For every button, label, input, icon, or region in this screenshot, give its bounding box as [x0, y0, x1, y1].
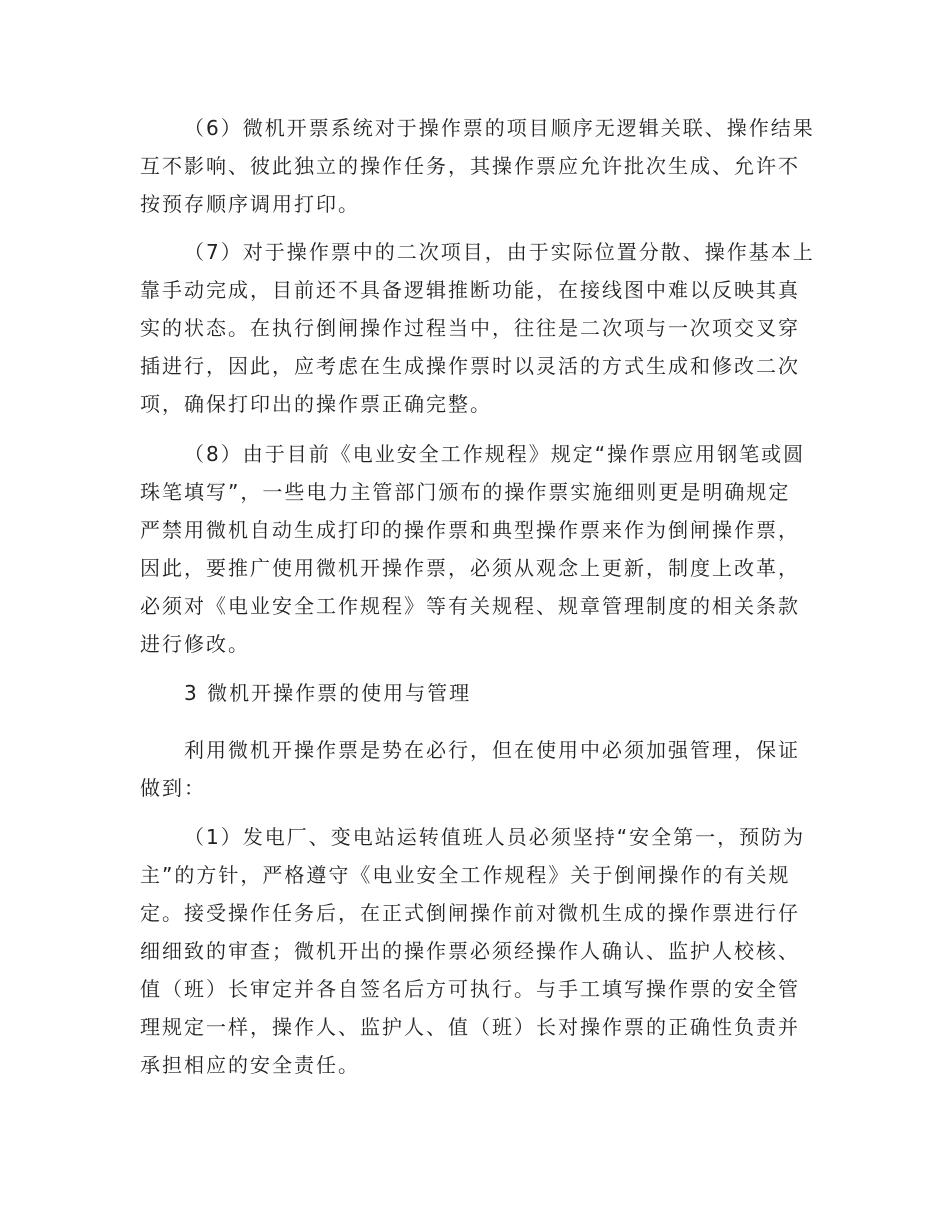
paragraph-line: 值（班）长审定并各自签名后方可执行。与手工填写操作票的安全管 [140, 977, 800, 1001]
paragraph-line: 进行修改。 [140, 632, 250, 656]
paragraph-line: 细细致的审查；微机开出的操作票必须经操作人确认、监护人校核、 [140, 939, 800, 963]
paragraph-item-6 [140, 109, 820, 223]
section-heading-text: 3 微机开操作票的使用与管理 [184, 681, 472, 705]
paragraph-line: （7）对于操作票中的二次项目，由于实际位置分散、操作基本上 [184, 240, 815, 264]
paragraph-line: 按预存顺序调用打印。 [140, 192, 360, 216]
paragraph-line: 严禁用微机自动生成打印的操作票和典型操作票来作为倒闸操作票， [140, 518, 800, 542]
paragraph-item-7 [140, 233, 820, 423]
paragraph-line: 承担相应的安全责任。 [140, 1053, 360, 1077]
paragraph-line: 靠手动完成，目前还不具备逻辑推断功能，在接线图中难以反映其真 [140, 278, 800, 302]
paragraph-line: 定。接受操作任务后，在正式倒闸操作前对微机生成的操作票进行仔 [140, 901, 800, 925]
paragraph-line: 项，确保打印出的操作票正确完整。 [140, 392, 492, 416]
intro-paragraph [140, 731, 820, 807]
paragraph-item-1 [140, 818, 820, 1084]
paragraph-line: 插进行，因此，应考虑在生成操作票时以灵活的方式生成和修改二次 [140, 354, 800, 378]
paragraph-line: 因此，要推广使用微机开操作票，必须从观念上更新，制度上改革， [140, 556, 800, 580]
section-heading [140, 674, 820, 712]
paragraph-line: （8）由于目前《电业安全工作规程》规定“操作票应用钢笔或圆 [184, 442, 806, 466]
paragraph-line: （1）发电厂、变电站运转值班人员必须坚持“安全第一，预防为 [184, 825, 806, 849]
paragraph-line: 理规定一样，操作人、监护人、值（班）长对操作票的正确性负责并 [140, 1015, 800, 1039]
paragraph-line: 利用微机开操作票是势在必行，但在使用中必须加强管理，保证 [184, 738, 800, 762]
paragraph-line: （6）微机开票系统对于操作票的项目顺序无逻辑关联、操作结果 [184, 116, 815, 140]
paragraph-line: 珠笔填写”，一些电力主管部门颁布的操作票实施细则更是明确规定 [140, 480, 791, 504]
paragraph-line: 互不影响、彼此独立的操作任务，其操作票应允许批次生成、允许不 [140, 154, 800, 178]
paragraph-line: 实的状态。在执行倒闸操作过程当中，往往是二次项与一次项交叉穿 [140, 316, 800, 340]
paragraph-item-8 [140, 435, 820, 663]
paragraph-line: 必须对《电业安全工作规程》等有关规程、规章管理制度的相关条款 [140, 594, 800, 618]
paragraph-line: 做到： [140, 776, 206, 800]
paragraph-line: 主”的方针，严格遵守《电业安全工作规程》关于倒闸操作的有关规 [140, 863, 791, 887]
